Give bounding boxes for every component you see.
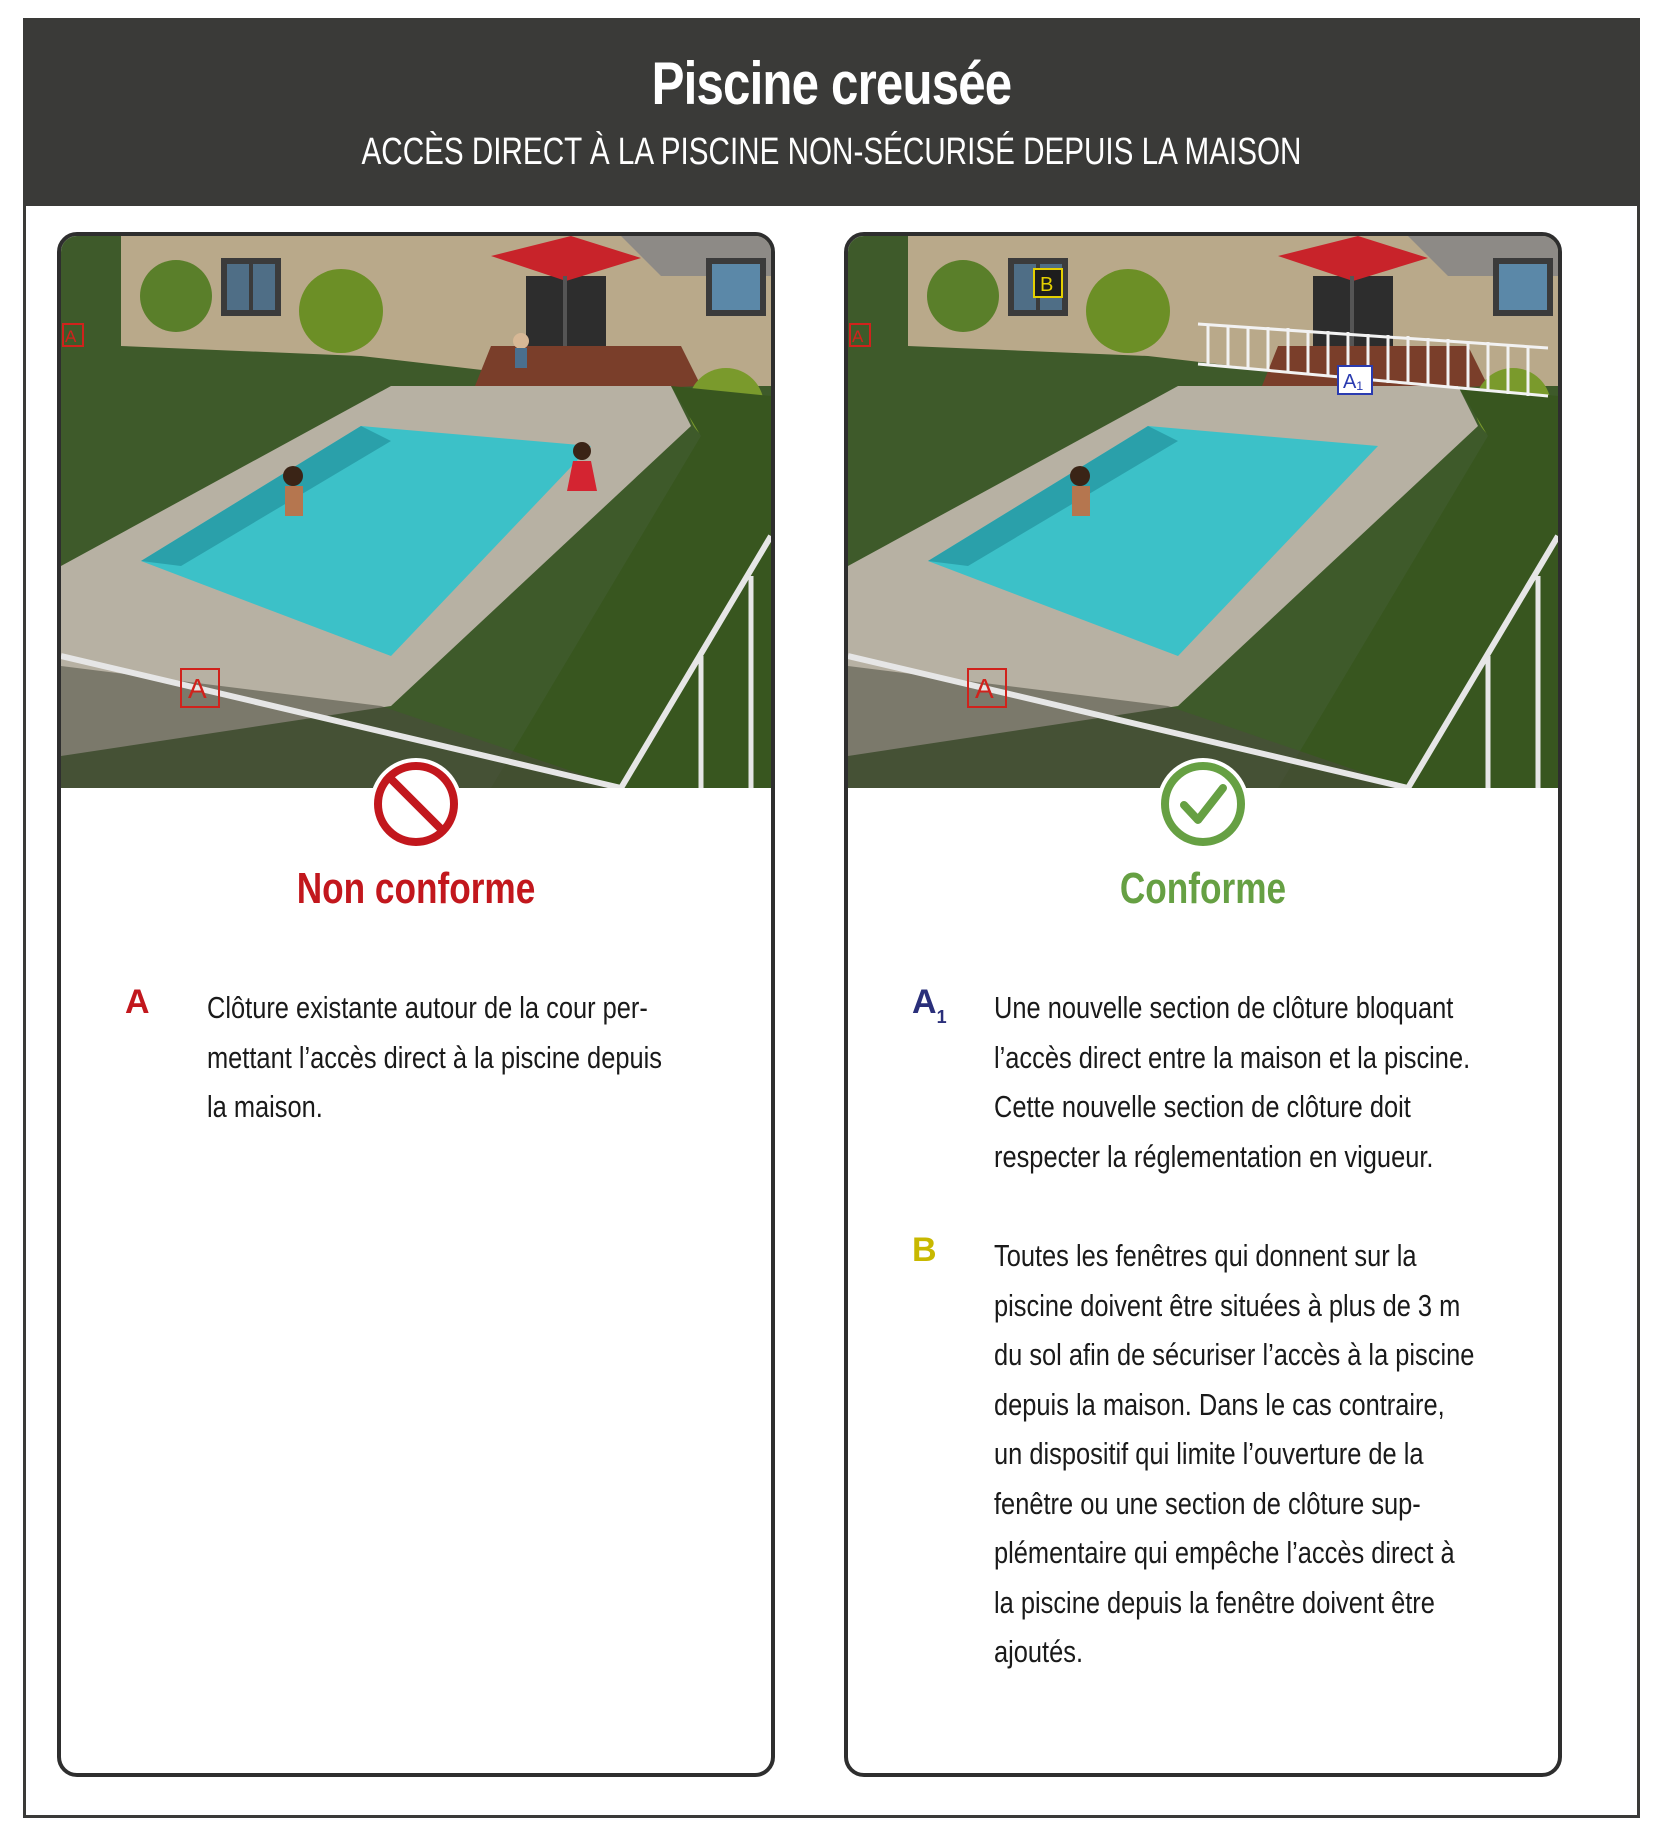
- image-label-a-top: A: [65, 327, 77, 346]
- marker-a1: $A_1$: [912, 983, 947, 1027]
- image-label-a-top: A: [852, 327, 864, 346]
- page-subtitle: ACCÈS DIRECT À LA PISCINE NON-SÉCURISÉ DEPUIS LA MAISON: [361, 131, 1302, 173]
- image-label-a1: A₁: [1343, 371, 1364, 393]
- pool-scene-compliant-image: [848, 236, 1558, 788]
- panel-compliant: [844, 232, 1562, 1777]
- status-compliant: Conforme: [1119, 864, 1287, 913]
- page-title: Piscine creusée: [651, 50, 1012, 117]
- panel-non-compliant: [57, 232, 775, 1777]
- checkmark-icon: [1157, 758, 1249, 850]
- pool-scene-non-compliant-image: [61, 236, 771, 788]
- prohibited-icon: [370, 758, 462, 850]
- image-label-a-bottom: A: [188, 673, 207, 704]
- marker-a: A: [125, 983, 150, 1021]
- note-text-b: Toutes les fenêtres qui donnent sur la piscine doivent être situées à plus de 3 m du sol afin de sécuriser l’accès à la piscine depuis la maison. Dans le cas contraire, un dispositif qui limite l’ouverture de la fenêtre ou une section de clôture sup- plémentaire qui empêche l’accès direct à la piscine depuis la fenêtre doivent être ajoutés.: [994, 1238, 1475, 1669]
- status-non-compliant: Non conforme: [296, 864, 536, 913]
- header-bar: [26, 21, 1637, 206]
- note-text-a: Clôture existante autour de la cour per- mettant l’accès direct à la piscine depuis la maison.: [207, 990, 662, 1124]
- marker-b: B: [912, 1231, 937, 1269]
- image-label-a-bottom: A: [975, 673, 994, 704]
- note-text-a1: Une nouvelle section de clôture bloquant l’accès direct entre la maison et la piscine. Cette nouvelle section de clôture doit respecter la réglementation en vigueur.: [994, 990, 1471, 1174]
- image-label-b: B: [1040, 274, 1054, 296]
